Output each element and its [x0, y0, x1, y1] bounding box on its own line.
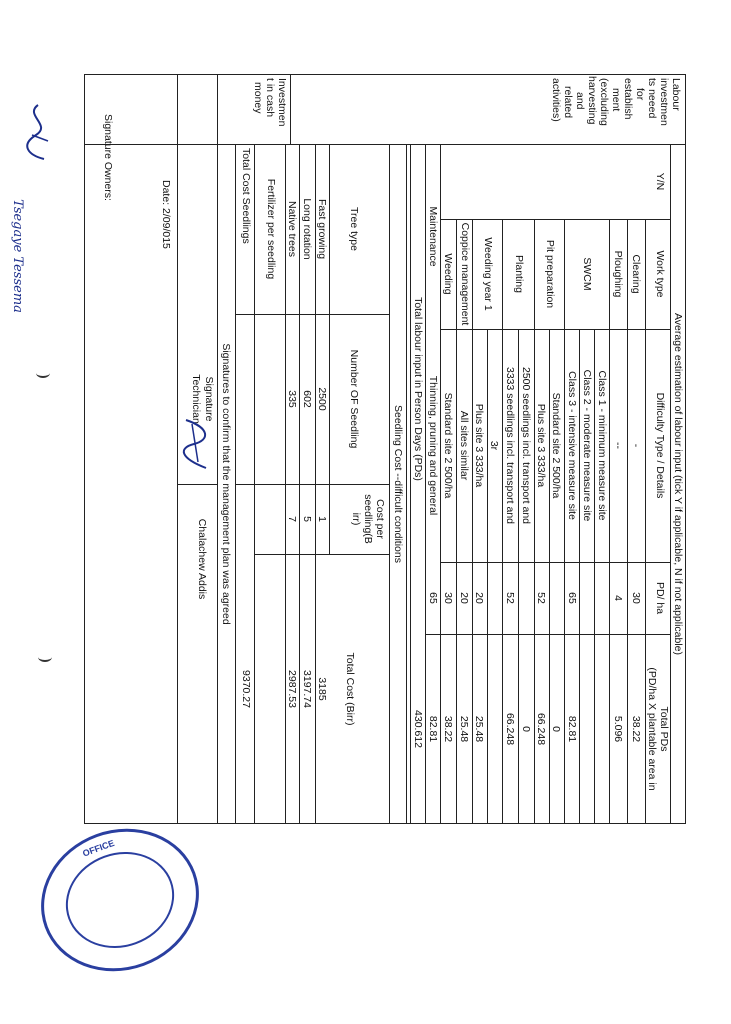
- cost-per-header: Cost per: [374, 499, 386, 539]
- official-stamp: OFFICE: [21, 807, 219, 993]
- owner-handwritten-name: Tsegaye Tessema: [9, 199, 25, 313]
- signature-title: Signatures to confirm that the management plan was agreed: [220, 343, 232, 625]
- total-cost-header: Total Cost (Birr): [344, 652, 356, 726]
- yn-header: Y/N: [654, 172, 666, 191]
- technician-signature: [176, 414, 216, 474]
- labour-table-title: Average estimation of labour input (tick Y if applicable, N if not applicable): [672, 312, 684, 656]
- total-pds-header: Total PDs: [658, 706, 670, 752]
- seedling-table-title: Seedling Cost --difficult conditions: [392, 405, 404, 563]
- pd-ha-header: PD/ ha: [654, 581, 666, 615]
- number-header: Number OF Seedling: [348, 349, 360, 449]
- technician-name: Chalachew Addis: [196, 518, 208, 600]
- tree-type-header: Tree type: [348, 207, 360, 251]
- punch-hole: [38, 652, 52, 662]
- difficulty-header: Difficulty Type / Details: [654, 392, 666, 499]
- owners-signature-label: Signature Owners:: [102, 114, 114, 201]
- signature-label: Signature: [203, 376, 215, 422]
- work-type-header: Work type: [654, 250, 666, 298]
- signature-date: Date: 2/09/015: [160, 180, 172, 249]
- rotated-form-sheet: Labour investmen ts neeed for establish ment (excluding harvesting and related activities) Investmen t in cash money Average estimation of labour input (tick Y if applicable, N if not applicable) Y/N Work type Difficulty Type / Details PD/ ha Total PDs (PD/ha X plantable area in Clearing - 30 38.22 Ploughing -- 4 5.096 Class 1 - minimum measure site SWCM Class 2 - moderate measure site Class 3 - intensive measure site 65 82.81 Pit preparation Standard site 2 500/ha 0 Plus site 3 333/ha 52 66.248 Planting 2500 seedlings incl. transport and 0 3333 seedlings incl. transport and 52 66.248 Weeding year 1 3r Plus site 3 333/ha 20 25.48 Coppice management All sites similar 20 25.48 Weeding Standard site 2 500/ha 30 38.22 Maintenance Thinning, pruning and general 65 82.81 Total labour input in Person Days (PDs) 430.612 Seedling Cost --difficult conditions Tree type Number OF Seedling Cost per seedling(B irr) Total Cost (Birr) Fast growing 2500 1 3185 Long rotation 602 5 3197.74 Native trees 335 7 2987.53 Fertilizer per seedling Total Cost Seedlings 9370.27 Signatures to confirm that the management plan was agreed Signature Technician Chalachew Addis Date: 2/09/015 Signature Owners:: [84, 74, 686, 824]
- punch-hole: [36, 368, 50, 378]
- technician-label: Technician: [190, 374, 202, 424]
